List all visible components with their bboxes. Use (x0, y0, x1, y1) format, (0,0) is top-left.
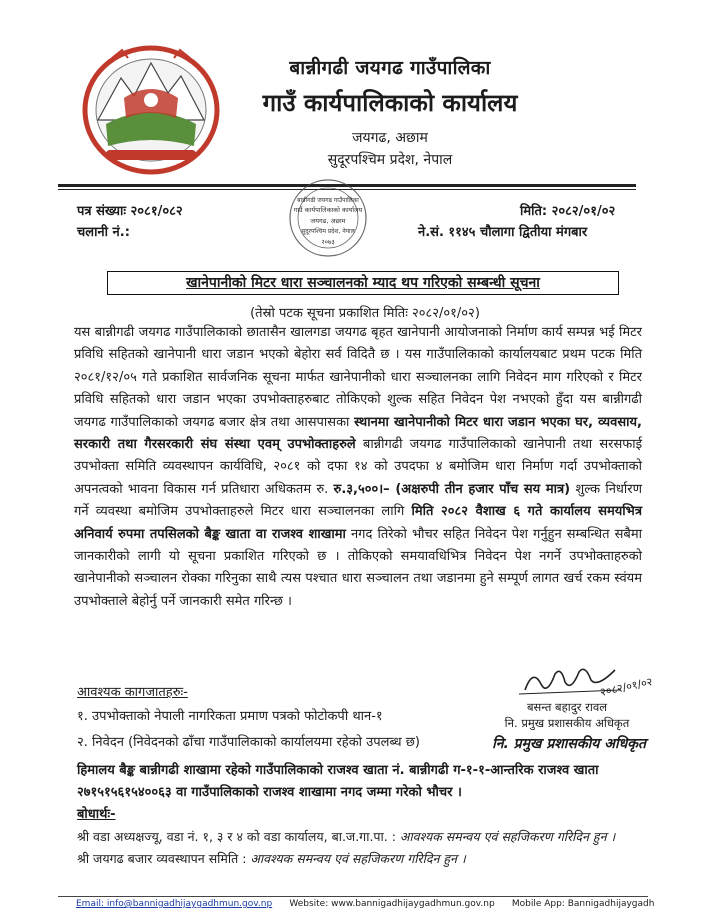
footer (76, 899, 654, 909)
body-bold-3: मिति २०८२ वैशाख ६ गते कार्यालय समयभित्र अनिवार्य रुपमा तपसिलको बैङ्क खाता वा राजश्व शाखामा (74, 504, 642, 542)
signatory-stamp: नि. प्रमुख प्रशासकीय अधिकृत (492, 736, 646, 752)
body-text-1: यस बान्नीगढी जयगढ गाउँपालिकाको छातासैन खालगडा जयगढ बृहत खानेपानी आयोजनाको निर्माण कार्य सम्पन्न भई मिटर प्रविधि सहितको खानेपानी धारा जडान भएको बेहोरा सर्व विदितै छ । यस गाउँपालिकाको कार्यालयबाट प्रथम पटक मिति २०८१/१२/०५ गते प्रकाशित सार्वजनिक सूचना मार्फत खानेपानीको धारा सञ्चालनका लागि निवेदन माग गरिएको र मिटर प्रविधि सहितको धारा जडान भएका उपभोक्ताहरुबाट तोकिएको शुल्क सहित निवेदन पेश नभएको हुँदा यस बान्नीगढी जयगढ गाउँपालिकाको जयगढ बजार क्षेत्र तथा आसपासका (74, 325, 642, 430)
seal-text-5: २०७३ (321, 238, 335, 246)
signature-date: २०८२/०१/०२ (598, 675, 654, 699)
notice-body (74, 322, 642, 613)
municipality-name: बान्नीगढी जयगढ गाउँपालिका (289, 57, 491, 79)
body-text-4: नगद तिरेको भौचर सहित निवेदन पेश गर्नुहुन सम्बन्धित सबैमा जानकारीको लागी यो सूचना प्रकाशित गरिएको छ । तोकिएको समयावधिभित्र निवेदन पेश नगर्ने उपभोक्ताहरुको खानेपानीको सञ्चालन रोक्का गरिनुका साथै त्यस पश्चात धारा सञ्चालन तथा जडानमा हुने सम्पूर्ण लागत खर्च रकम स्वंयम उपभोक्ताले बेहोर्नु पर्ने जानकारी समेत गरिन्छ । (74, 526, 642, 609)
seal-text-4: सुदूरपश्चिम प्रदेश, नेपाल (301, 228, 355, 235)
nepal-sambat-date: ने.सं. ११४५ चौलागा द्वितीया मंगबार (418, 225, 588, 240)
cc-line-2 (77, 850, 466, 867)
body-text-3: शुल्क निर्धारण गर्ने व्यवस्था बमोजिम उपभोक्ताहरुले मिटर धारा सञ्चालनका लागि (74, 481, 642, 520)
cc2-instruction: आवश्यक समन्वय एवं सहजिकरण गरिदिन हुन । (250, 851, 466, 866)
requirements-heading: आवश्यक कागजातहरुः- (77, 685, 188, 700)
bodharth-heading: बोधार्थः- (77, 807, 116, 822)
cc1-instruction: आवश्यक समन्वय एवं सहजिकरण गरिदिन हुन । (399, 829, 616, 844)
letter-number: पत्र संख्याः २०८१/०८२ (77, 204, 183, 219)
office-seal-icon (282, 176, 374, 260)
signature-icon (505, 660, 685, 700)
bank-details: हिमालय बैङ्क बान्नीगढी शाखामा रहेको गाउँपालिकाको राजश्व खाता नं. बान्नीगढी ग-१-१-आन्तरिक राजश्व खाता २७१५१५६१५४००६३ वा गाउँपालिकाको राजश्व शाखामा नगद जम्मा गरेको भौचर । (77, 763, 599, 800)
office-location: जयगढ, अछाम (352, 130, 428, 146)
requirement-item: २. निवेदन (निवेदनको ढाँचा गाउँपालिकाको कार्यालयमा रहेको उपलब्ध छ) (77, 735, 420, 750)
body-bold-1: स्थानमा खानेपानीको मिटर धारा जडान भएका घर, व्यवसाय, सरकारी तथा गैरसरकारी संघ संस्था एवम् उपभोक्ताहरुले (74, 414, 642, 453)
body-bold-2: रु.३,५००।– (अक्षरुपी तीन हजार पाँच सय मात्र) (333, 481, 571, 497)
cc1-recipient: श्री वडा अध्यक्षज्यू, वडा नं. १, ३ र ४ को वडा कार्यालय, बा.ज.गा.पा. : (77, 829, 400, 844)
cc-line-1 (77, 828, 615, 845)
letter-date: मिति: २०८२/०१/०२ (520, 204, 616, 219)
footer-divider (58, 896, 648, 897)
notice-subtitle: (तेस्रो पटक सूचना प्रकाशित मितिः २०८२/०१/०२) (250, 306, 480, 321)
province-name: सुदूरपश्चिम प्रदेश, नेपाल (327, 152, 453, 168)
footer-email[interactable]: Email: info@bannigadhijaygadhmun.gov.np (76, 899, 273, 909)
footer-mobile-app: Mobile App: Bannigadhijaygadh (511, 899, 655, 909)
body-text-2: बान्नीगढी जयगढ गाउँपालिकाको खानेपानी तथा सरसफाई उपभोक्ता समिति व्यवस्थापन कार्यविधि, २०८१ को दफा १४ को उपदफा ४ बमोजिम धारा निर्माण गर्दा उपभोक्ताको अपनत्वको भावना विकास गर्न प्रतिधारा अधिकतम रु. (74, 437, 643, 497)
requirement-item: १. उपभोक्ताको नेपाली नागरिकता प्रमाण पत्रको फोटोकपी थान-१ (77, 709, 383, 724)
office-name: गाउँ कार्यपालिकाको कार्यालय (262, 89, 518, 117)
dispatch-number: चलानी नं.: (77, 225, 130, 240)
seal-text-3: जयगढ, अछाम (310, 217, 346, 225)
seal-text-1: बान्नीगढी जयगढ गाउँपालिका (297, 197, 359, 204)
signatory-title: नि. प्रमुख प्रशासकीय अधिकृत (504, 716, 630, 730)
seal-text-2: गाउँ कार्यपालिकाको कार्यालय (293, 206, 363, 214)
cc2-recipient: श्री जयगढ बजार व्यवस्थापन समिति : (77, 851, 251, 866)
notice-title: खानेपानीको मिटर धारा सञ्चालनको म्याद थप गरिएको सम्बन्धी सूचना (107, 271, 619, 295)
footer-website[interactable]: Website: www.bannigadhijaygadhmun.gov.np (289, 899, 495, 909)
signatory-name: बसन्त बहादुर रावल (526, 700, 608, 714)
